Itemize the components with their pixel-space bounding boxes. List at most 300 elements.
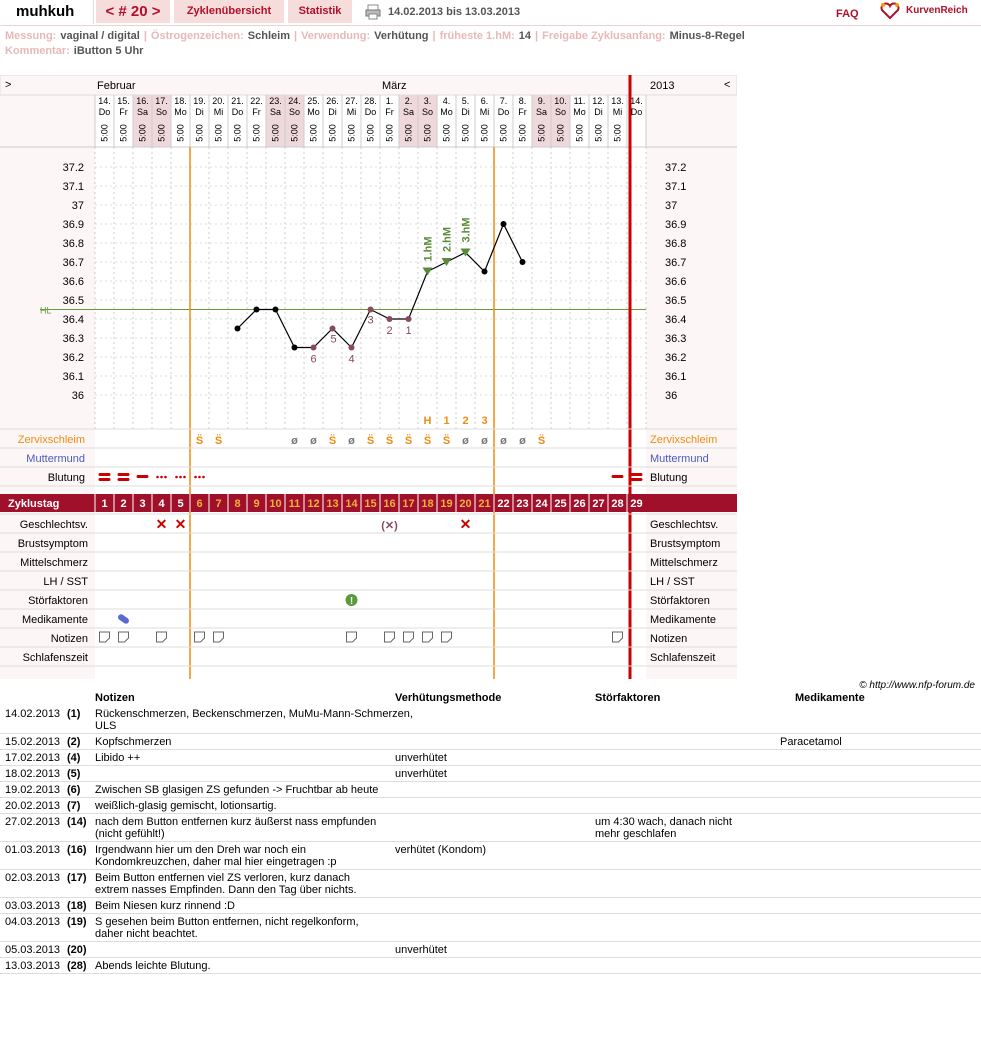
notes-row — [0, 814, 981, 842]
notes-row — [0, 870, 981, 898]
month-label: Februar — [97, 80, 136, 92]
measure-time: 5:00 — [555, 124, 566, 142]
info-value: Schleim — [247, 30, 290, 42]
notes-row — [0, 798, 981, 814]
note-text: Zwischen SB glasigen ZS gefunden -> Fruchtbar ab heute — [95, 784, 379, 796]
bleeding-heavy — [118, 478, 130, 481]
measure-time: 5:00 — [251, 124, 262, 142]
note-date: 02.03.2013 — [5, 872, 61, 884]
y-tick-label: 36 — [71, 390, 84, 402]
measure-time: 5:00 — [175, 124, 186, 142]
cover-line-label: HL — [40, 305, 52, 316]
day-number: 4. — [442, 96, 451, 106]
note-date: 13.03.2013 — [5, 960, 61, 972]
symptom-label: LH / SST — [43, 576, 88, 588]
symptom-label-right: LH / SST — [650, 576, 695, 588]
cycle-day-number: 17 — [402, 498, 415, 510]
peak-count-label: 2 — [462, 415, 469, 427]
cycle-day-number: 6 — [196, 498, 203, 510]
measure-time: 5:00 — [346, 124, 357, 142]
note-date: 14.02.2013 — [5, 708, 61, 720]
temperature-point — [235, 326, 241, 332]
day-number: 24. — [288, 96, 301, 106]
intercourse-mark: ✕ — [459, 516, 472, 532]
cycle-day-number: 28 — [611, 498, 624, 510]
notes-row — [0, 842, 981, 870]
y-tick-label: 37.1 — [62, 181, 84, 193]
symptom-label: Mittelschmerz — [20, 557, 88, 569]
day-number: 12. — [592, 96, 605, 106]
notes-row — [0, 898, 981, 914]
y-tick-label: 36.5 — [62, 295, 84, 307]
cycle-day-number: 20 — [459, 498, 472, 510]
bleeding-light — [183, 476, 186, 479]
username: muhkuh — [0, 0, 94, 24]
weekday: Sa — [269, 107, 282, 117]
note-date: 05.03.2013 — [5, 944, 61, 956]
day-number: 22. — [250, 96, 263, 106]
info-key: Verwendung: — [301, 30, 371, 42]
notes-row — [0, 734, 981, 750]
temperature-point — [254, 307, 260, 313]
cervix-symbol: ø — [310, 435, 317, 447]
bleeding-heavy — [118, 473, 130, 476]
day-number: 14. — [98, 96, 111, 106]
note-date: 15.02.2013 — [5, 736, 61, 748]
low-measurement-label: 5 — [330, 333, 337, 346]
notes-row — [0, 706, 981, 734]
symptom-label: Schlafenszeit — [22, 652, 88, 664]
note-date: 04.03.2013 — [5, 916, 61, 928]
row-label-right: Zervixschleim — [650, 434, 718, 446]
credit: © http://www.nfp-forum.de — [859, 680, 975, 691]
cycle-day-number: 19 — [440, 498, 453, 510]
day-number: 23. — [269, 96, 282, 106]
day-number: 17. — [155, 96, 168, 106]
cervix-symbol: S̈ — [537, 435, 546, 447]
info-key: Freigabe Zyklusanfang: — [542, 30, 666, 42]
symptom-label: Medikamente — [21, 614, 88, 626]
day-number: 7. — [499, 96, 508, 106]
note-cycle-day: (16) — [67, 844, 87, 856]
day-number: 2. — [404, 96, 413, 106]
measure-time: 5:00 — [574, 124, 585, 142]
notes-row — [0, 942, 981, 958]
cervix-symbol: ø — [291, 435, 298, 447]
day-number: 9. — [537, 96, 546, 106]
chart-prev-arrow: > — [5, 79, 12, 91]
low-measurement-label: 4 — [348, 353, 355, 366]
note-text: Kopfschmerzen — [95, 736, 172, 748]
intercourse-mark: ✕ — [155, 516, 168, 532]
measure-time: 5:00 — [403, 124, 414, 142]
cervix-symbol: S̈ — [385, 435, 394, 447]
measure-time: 5:00 — [498, 124, 509, 142]
symptom-label-right: Störfaktoren — [650, 595, 710, 607]
y-tick-label-right: 36.9 — [665, 219, 687, 231]
high-measurement-label: 3.hM — [460, 217, 473, 243]
temperature-point — [501, 221, 507, 227]
note-method: unverhütet — [395, 752, 447, 764]
note-date: 20.02.2013 — [5, 800, 61, 812]
note-method: verhütet (Kondom) — [395, 844, 487, 856]
info-key: früheste 1.hM: — [439, 30, 515, 42]
cycle-day-number: 7 — [215, 498, 222, 510]
cycle-day-number: 25 — [554, 498, 567, 510]
measure-time: 5:00 — [289, 124, 300, 142]
measure-time: 5:00 — [593, 124, 604, 142]
cycle-day-number: 21 — [478, 498, 491, 510]
measure-time: 5:00 — [479, 124, 490, 142]
weekday: Do — [98, 107, 111, 117]
low-measurement-label: 3 — [367, 314, 374, 327]
bleeding-light — [160, 476, 163, 479]
peak-count-label: H — [423, 415, 432, 427]
weekday: Mi — [479, 107, 490, 117]
measure-time: 5:00 — [156, 124, 167, 142]
y-tick-label: 36.2 — [62, 352, 84, 364]
notes-row — [0, 766, 981, 782]
y-tick-label: 36.9 — [62, 219, 84, 231]
day-number: 28. — [364, 96, 377, 106]
row-label: Muttermund — [26, 453, 85, 465]
cycle-day-label: Zyklustag — [8, 498, 60, 510]
measure-time: 5:00 — [536, 124, 547, 142]
note-text: Beim Niesen kurz rinnend :D — [95, 900, 236, 912]
symptom-label: Brustsymptom — [17, 538, 88, 550]
cycle-day-number: 16 — [383, 498, 396, 510]
weekday: Mi — [213, 107, 224, 117]
y-tick-label: 36.3 — [62, 333, 84, 345]
note-method: unverhütet — [395, 768, 447, 780]
weekday: Sa — [136, 107, 149, 117]
measure-time: 5:00 — [137, 124, 148, 142]
note-text: nach dem Button entfernen kurz äußerst nass empfunden (nicht gefühlt!) — [95, 816, 377, 840]
day-number: 14. — [630, 96, 643, 106]
bleeding-medium — [137, 475, 149, 478]
bleeding-light — [194, 476, 197, 479]
day-number: 6. — [480, 96, 489, 106]
intercourse-mark: (✕) — [381, 520, 398, 532]
cycle-day-number: 27 — [592, 498, 605, 510]
high-measurement-label: 2.hM — [441, 226, 454, 252]
bleeding-medium — [612, 475, 624, 478]
date-range: 14.02.2013 bis 13.03.2013 — [388, 6, 521, 18]
y-tick-label: 36.6 — [62, 276, 84, 288]
bleeding-heavy — [99, 478, 111, 481]
weekday: Sa — [402, 107, 415, 117]
notes-row — [0, 958, 981, 974]
info-separator: | — [432, 30, 436, 42]
tab-cycle-overview[interactable]: Zyklenübersicht — [174, 0, 284, 23]
cycle-day-number: 10 — [269, 498, 282, 510]
note-disturb: um 4:30 wach, danach nicht mehr geschlafen — [595, 816, 732, 840]
brand-name: KurvenReich — [906, 5, 968, 16]
y-tick-label: 36.7 — [62, 257, 84, 269]
y-tick-label: 36.4 — [62, 314, 84, 326]
temperature-point — [273, 307, 279, 313]
day-number: 19. — [193, 96, 206, 106]
weekday: Do — [364, 107, 377, 117]
y-tick-label-right: 36.6 — [665, 276, 687, 288]
cycle-navigation[interactable]: < # 20 > — [96, 0, 170, 23]
bleeding-heavy — [631, 473, 643, 476]
weekday: Fr — [119, 107, 128, 117]
cycle-day-number: 14 — [345, 498, 358, 510]
info-value: Verhütung — [374, 30, 429, 42]
info-key: Messung: — [5, 30, 57, 42]
cervix-symbol: S̈ — [328, 435, 337, 447]
notes-header-meds: Medikamente — [795, 692, 865, 704]
note-meds: Paracetamol — [780, 736, 842, 748]
weekday: Fr — [385, 107, 394, 117]
temperature-point — [368, 307, 374, 313]
day-number: 10. — [554, 96, 567, 106]
weekday: Do — [497, 107, 510, 117]
symptom-label-right: Notizen — [650, 633, 688, 645]
weekday: Mo — [307, 107, 320, 117]
measure-time: 5:00 — [232, 124, 243, 142]
weekday: Sa — [535, 107, 548, 117]
faq-link[interactable]: FAQ — [836, 8, 859, 20]
note-method: unverhütet — [395, 944, 447, 956]
day-number: 11. — [573, 96, 586, 106]
day-number: 20. — [212, 96, 225, 106]
temperature-point — [387, 316, 393, 322]
low-measurement-label: 1 — [405, 325, 412, 337]
day-number: 21. — [231, 96, 244, 106]
cervix-symbol: S̈ — [442, 435, 451, 447]
note-cycle-day: (6) — [67, 784, 81, 796]
measure-time: 5:00 — [517, 124, 528, 142]
peak-count-label: 1 — [443, 415, 450, 427]
note-text: Beim Button entfernen viel ZS verloren, kurz danach extrem nasses Empfinden. Dann den Tag über nichts. — [95, 872, 357, 896]
temperature-point — [482, 269, 488, 275]
row-label-right: Blutung — [650, 472, 688, 484]
cervix-symbol: S̈ — [423, 435, 432, 447]
bleeding-light — [175, 476, 178, 479]
y-tick-label-right: 36.8 — [665, 238, 687, 250]
weekday: So — [288, 107, 301, 117]
notes-row — [0, 914, 981, 942]
cycle-day-number: 8 — [234, 498, 241, 510]
low-measurement-label: 2 — [386, 325, 393, 337]
info-value: vaginal / digital — [60, 30, 140, 42]
day-number: 16. — [136, 96, 149, 106]
info-key: Kommentar: — [5, 45, 70, 57]
month-label: März — [382, 80, 407, 92]
measure-time: 5:00 — [270, 124, 281, 142]
y-tick-label-right: 37 — [665, 200, 678, 212]
note-cycle-day: (18) — [67, 900, 87, 912]
row-label-right: Muttermund — [650, 453, 709, 465]
weekday: Di — [461, 107, 470, 117]
weekday: Mi — [346, 107, 357, 117]
note-cycle-day: (2) — [67, 736, 81, 748]
weekday: Di — [195, 107, 204, 117]
y-tick-label-right: 36.4 — [665, 314, 687, 326]
cycle-day-number: 4 — [158, 498, 165, 510]
note-cycle-day: (4) — [67, 752, 81, 764]
info-value: iButton 5 Uhr — [73, 45, 144, 57]
chart-canvas — [0, 75, 737, 679]
note-text: Rückenschmerzen, Beckenschmerzen, MuMu-Mann-Schmerzen, ULS — [95, 708, 413, 732]
day-number: 27. — [345, 96, 358, 106]
weekday: Fr — [518, 107, 527, 117]
cycle-day-number: 11 — [288, 498, 301, 510]
cervix-symbol: S̈ — [366, 435, 375, 447]
weekday: Fr — [252, 107, 261, 117]
cycle-day-number: 26 — [573, 498, 586, 510]
cycle-day-number: 24 — [535, 498, 548, 510]
cervix-symbol: S̈ — [195, 435, 204, 447]
note-cycle-day: (28) — [67, 960, 87, 972]
symptom-label-right: Schlafenszeit — [650, 652, 716, 664]
cervix-symbol: ø — [500, 435, 507, 447]
weekday: So — [554, 107, 567, 117]
row-label: Zervixschleim — [17, 434, 85, 446]
day-number: 3. — [423, 96, 432, 106]
day-number: 26. — [326, 96, 339, 106]
y-tick-label-right: 36.3 — [665, 333, 687, 345]
cervix-symbol: ø — [462, 435, 469, 447]
note-text: S gesehen beim Button entfernen, nicht regelkonform, daher nicht beachtet. — [95, 916, 359, 940]
measure-time: 5:00 — [384, 124, 395, 142]
y-tick-label: 36.1 — [62, 371, 84, 383]
day-number: 13. — [611, 96, 624, 106]
cycle-day-number: 13 — [326, 498, 339, 510]
y-tick-label-right: 36.5 — [665, 295, 687, 307]
day-number: 15. — [117, 96, 130, 106]
day-number: 25. — [307, 96, 320, 106]
y-tick-label-right: 36.7 — [665, 257, 687, 269]
high-measurement-label: 1.hM — [422, 236, 435, 262]
note-cycle-day: (14) — [67, 816, 87, 828]
cervix-symbol: ø — [519, 435, 526, 447]
printer-icon[interactable] — [365, 4, 381, 20]
cervix-symbol: S̈ — [404, 435, 413, 447]
info-key: Östrogenzeichen: — [150, 30, 244, 42]
cycle-day-number: 23 — [516, 498, 529, 510]
note-cycle-day: (7) — [67, 800, 81, 812]
info-separator: | — [293, 30, 298, 42]
weekday: So — [421, 107, 434, 117]
temperature-point — [349, 345, 355, 351]
weekday: Di — [328, 107, 337, 117]
weekday: Mo — [440, 107, 453, 117]
measure-time: 5:00 — [327, 124, 338, 142]
info-separator: | — [535, 30, 539, 42]
heart-logo-icon — [880, 2, 900, 20]
day-number: 8. — [518, 96, 527, 106]
temperature-point — [520, 259, 526, 265]
weekday: Mo — [573, 107, 586, 117]
y-tick-label-right: 36.1 — [665, 371, 687, 383]
chart-next-arrow: < — [724, 79, 731, 91]
symptom-label: Notizen — [50, 633, 88, 645]
note-date: 01.03.2013 — [5, 844, 61, 856]
day-number: 1. — [385, 96, 394, 106]
note-date: 19.02.2013 — [5, 784, 61, 796]
weekday: Mi — [612, 107, 623, 117]
temperature-point — [406, 316, 412, 322]
weekday: Mo — [174, 107, 187, 117]
bleeding-light — [164, 476, 167, 479]
day-number: 5. — [461, 96, 470, 106]
y-tick-label-right: 37.1 — [665, 181, 687, 193]
bleeding-light — [198, 476, 201, 479]
measure-time: 5:00 — [422, 124, 433, 142]
y-tick-label: 36.8 — [62, 238, 84, 250]
note-cycle-day: (1) — [67, 708, 81, 720]
info-value: Minus-8-Regel — [669, 30, 745, 42]
weekday: Do — [231, 107, 244, 117]
note-cycle-day: (19) — [67, 916, 87, 928]
note-text: Abends leichte Blutung. — [95, 960, 211, 972]
measure-time: 5:00 — [213, 124, 224, 142]
tab-statistics[interactable]: Statistik — [288, 0, 352, 23]
note-cycle-day: (5) — [67, 768, 81, 780]
note-date: 18.02.2013 — [5, 768, 61, 780]
weekday: Di — [594, 107, 603, 117]
year-label: 2013 — [650, 80, 675, 92]
measure-time: 5:00 — [460, 124, 471, 142]
disturbance-icon-mark: ! — [349, 596, 354, 607]
measure-time: 5:00 — [612, 124, 623, 142]
y-tick-label-right: 37.2 — [665, 162, 687, 174]
y-tick-label: 37.2 — [62, 162, 84, 174]
weekday: So — [155, 107, 168, 117]
symptom-label-right: Brustsymptom — [650, 538, 721, 550]
note-text: weißlich-glasig gemischt, lotionsartig. — [95, 800, 277, 812]
notes-header-notes: Notizen — [95, 692, 135, 704]
temperature-point — [311, 345, 317, 351]
cycle-day-number: 3 — [139, 498, 146, 510]
measure-time: 5:00 — [441, 124, 452, 142]
top-bar — [0, 0, 981, 26]
info-separator: | — [143, 30, 147, 42]
symptom-label: Störfaktoren — [28, 595, 88, 607]
info-row-2 — [5, 45, 147, 57]
symptom-label-right: Geschlechtsv. — [650, 519, 719, 531]
info-value: 14 — [518, 30, 532, 42]
note-date: 17.02.2013 — [5, 752, 61, 764]
cycle-day-number: 15 — [364, 498, 377, 510]
day-number: 18. — [174, 96, 187, 106]
bleeding-light — [202, 476, 205, 479]
bleeding-heavy — [631, 478, 643, 481]
cycle-day-number: 18 — [421, 498, 434, 510]
symptom-label: Geschlechtsv. — [19, 519, 88, 531]
info-row-1 — [5, 30, 749, 42]
measure-time: 5:00 — [99, 124, 110, 142]
peak-count-label: 3 — [481, 415, 488, 427]
note-date: 03.03.2013 — [5, 900, 61, 912]
intercourse-mark: ✕ — [174, 516, 187, 532]
cervix-symbol: ø — [348, 435, 355, 447]
measure-time: 5:00 — [308, 124, 319, 142]
weekday: Do — [630, 107, 643, 117]
symptom-label-right: Medikamente — [650, 614, 717, 626]
cervix-symbol: ø — [481, 435, 488, 447]
note-text: Irgendwann hier um den Dreh war noch ein Kondomkreuzchen, daher mal hier eingetragen :p — [95, 844, 337, 868]
symptom-label-right: Mittelschmerz — [650, 557, 718, 569]
measure-time: 5:00 — [365, 124, 376, 142]
note-cycle-day: (17) — [67, 872, 87, 884]
row-label: Blutung — [47, 472, 85, 484]
bleeding-light — [156, 476, 159, 479]
cycle-day-number: 5 — [177, 498, 184, 510]
